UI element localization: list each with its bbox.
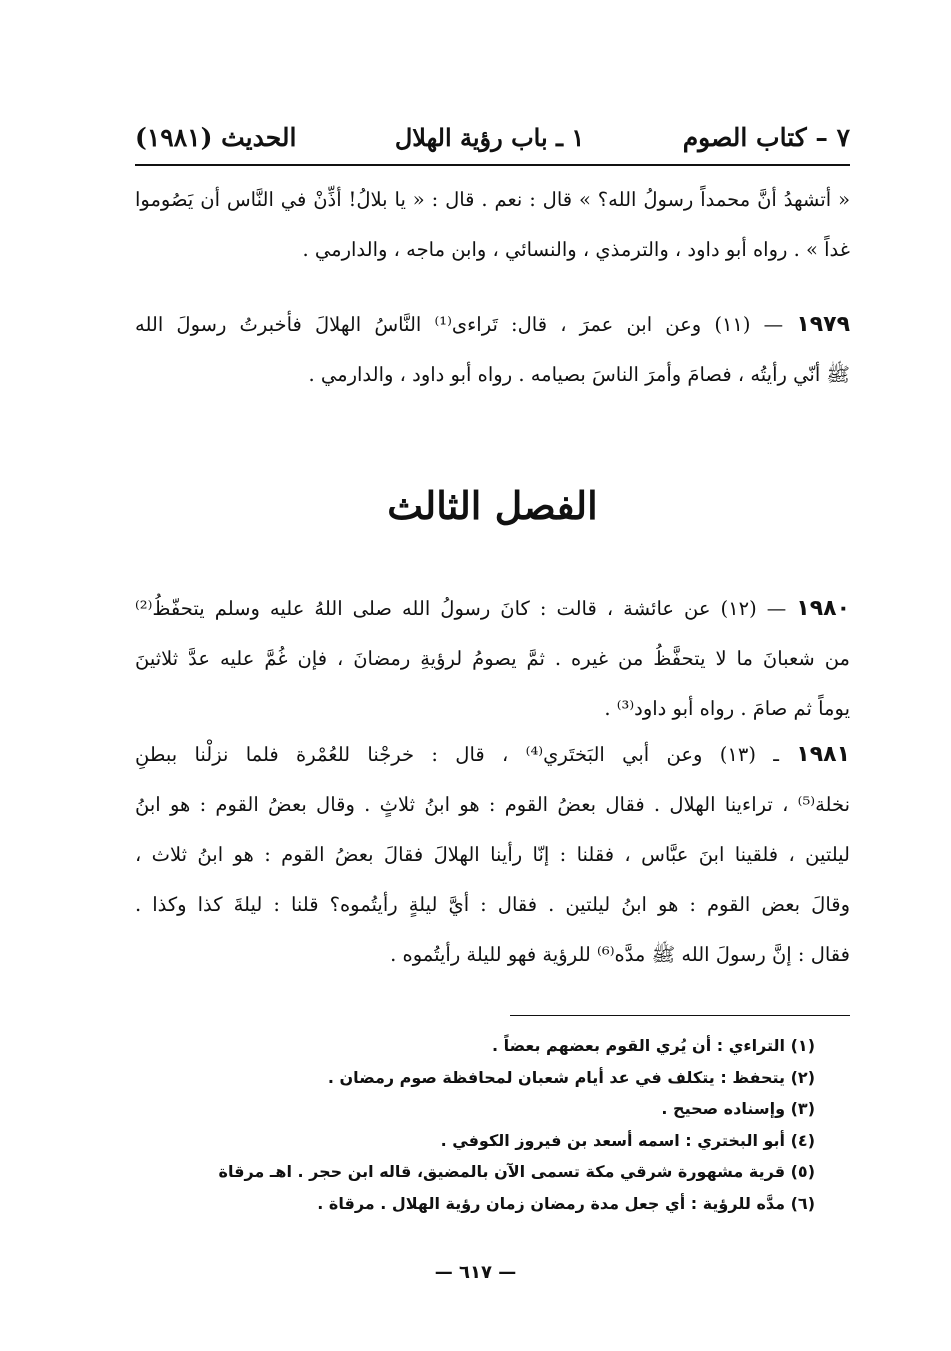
- hadith-reference: الحديث (١٩٨١): [135, 122, 297, 152]
- hadith-1980: [135, 584, 850, 734]
- text-line: ليلتين ، فلقينا ابنَ عبَّاس ، فقلنا : إنّا رأينا الهلالَ فقالَ بعضُ القوم : هو ابنُ ثلاث ،: [135, 843, 850, 866]
- hadith-text: ـ (١٣) وعن أبي البَختَري⁽⁴⁾ ، قال : خرجْنا للعُمْرة فلما نزلْنا ببطنِ: [135, 743, 779, 766]
- footnote: (٣) وإسناده صحيح .: [661, 1099, 815, 1118]
- text-line: فقال : إنَّ رسولَ الله ﷺ مدَّه⁽⁶⁾ للرؤية فهو لليلة رأيتُموه .: [390, 943, 850, 966]
- footnote: (٦) مدَّه للرؤية : أي جعل مدة رمضان زمان رؤية الهلال . مرقاة .: [317, 1193, 815, 1213]
- text-line: [135, 730, 850, 780]
- text-line: ﷺ أنّي رأيتُه ، فصامَ وأمرَ الناسَ بصيامه . رواه أبو داود ، والدارمي .: [308, 363, 850, 386]
- section-title: الفصل الثالث: [387, 483, 598, 528]
- hadith-text: — (١٢) عن عائشة ، قالت : كانَ رسولُ الله صلى اللهُ عليه وسلم يتحفّظُ⁽²⁾: [135, 597, 787, 620]
- hadith-number: ١٩٨١: [796, 742, 850, 767]
- text-line: [135, 584, 850, 634]
- footnote: (٢) يتحفظ : يتكلف في عد أيام شعبان لمحافظة صوم رمضان .: [327, 1067, 815, 1087]
- text-line: غداً » . رواه أبو داود ، والترمذي ، والنسائي ، وابن ماجه ، والدارمي .: [302, 238, 850, 261]
- footnote: (٤) أبو البختري : اسمه أسعد بن فيروز الكوفي .: [440, 1130, 815, 1150]
- text-line: يوماً ثم صامَ . رواه أبو داود⁽³⁾ .: [604, 697, 850, 720]
- bab-title: ١ ـ باب رؤية الهلال: [394, 122, 585, 152]
- hadith-number: ١٩٨٠: [796, 596, 850, 621]
- hadith-1979: [135, 300, 850, 400]
- hadith-1981: [135, 730, 850, 980]
- text-line: « أتشهدُ أنَّ محمداً رسولُ الله؟ » قال : نعم . قال : « يا بلالُ! أذِّنْ في النَّاس أن يَصُوموا: [135, 188, 850, 211]
- footnote-divider: [510, 1015, 850, 1016]
- hadith-number: ١٩٧٩: [796, 312, 851, 337]
- text-line: [135, 300, 850, 350]
- footnotes: [135, 1030, 815, 1219]
- text-line: من شعبانَ ما لا يتحفَّظُ من غيره . ثمَّ يصومُ لرؤيةِ رمضانَ ، فإن غُمَّ عليه عدَّ ثلاثينَ: [135, 647, 850, 670]
- text-line: وقالَ بعض القوم : هو ابنُ ليلتين . فقال : أيَّ ليلةٍ رأيتُموه؟ قلنا : ليلةَ كذا وكذا .: [135, 893, 850, 916]
- footnote: (١) التراءي : أن يُري القوم بعضهم بعضاً .: [492, 1036, 815, 1055]
- running-header: [135, 112, 850, 162]
- hadith-text: — (١١) وعن ابن عمرَ ، قال: تَراءى⁽¹⁾ النَّاسُ الهلالَ فأخبرتُ رسولَ الله: [135, 313, 784, 336]
- header-divider: [135, 164, 850, 166]
- chapter-title: ٧ – كتاب الصوم: [682, 122, 850, 152]
- text-line: نخلة⁽⁵⁾ ، تراءينا الهلال . فقال بعضُ القوم : هو ابنُ ثلاثٍ . وقال بعضُ القوم : هو ابنُ: [135, 793, 850, 816]
- page-number: — ٦١٧ —: [434, 1262, 517, 1283]
- footnote: (٥) قرية مشهورة شرقي مكة تسمى الآن بالمضيق، قاله ابن حجر . اهـ مرقاة: [218, 1162, 815, 1181]
- hadith-1978-continuation: [135, 175, 850, 275]
